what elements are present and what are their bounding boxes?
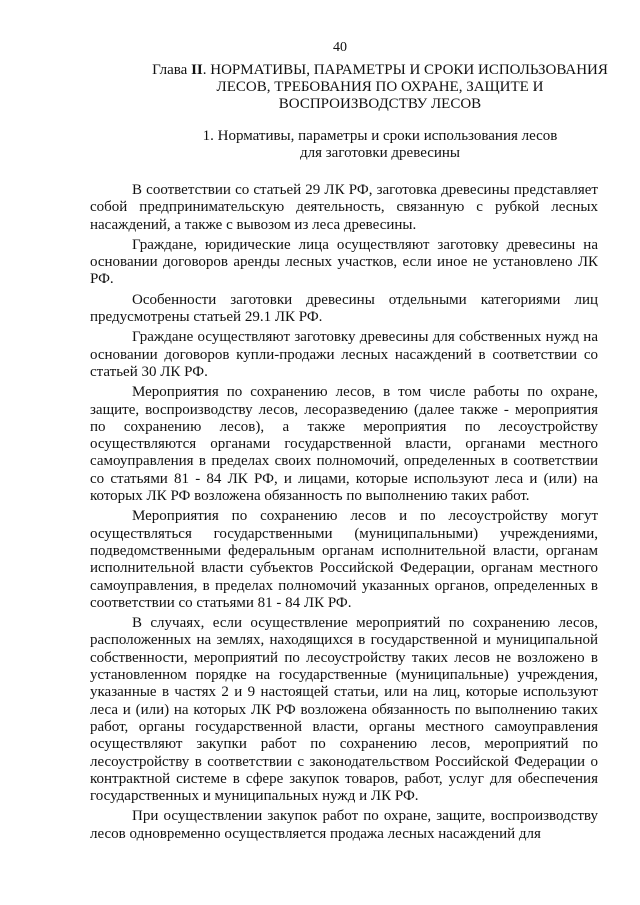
paragraph: Мероприятия по сохранению лесов и по лесоустройству могут осуществляться государственными (муниципальными) учреждениями, подведомственными федеральным органам исполнительной власти, органам исполнительной власти субъектов Российской Федерации, органам местного самоуправления, в пределах полномочий указанных органов, определенных в соответствии со статьями 81 - 84 ЛК РФ. bbox=[90, 508, 598, 611]
chapter-title-text: . НОРМАТИВЫ, ПАРАМЕТРЫ И СРОКИ ИСПОЛЬЗОВАНИЯ bbox=[202, 62, 608, 78]
section-title-line-2: для заготовки древесины bbox=[299, 145, 461, 161]
paragraph: В случаях, если осуществление мероприятий по сохранению лесов, расположенных на землях, находящихся в государственной и муниципальной собственности, мероприятий по лесоустройству таких лесов не возложено в установленном порядке на государственные (муниципальные) учреждения, указанные в частях 2 и 9 настоящей статьи, или на лиц, которые используют леса и (или) на которых ЛК РФ возложена обязанность по выполнению таких работ, органы государственной власти, органы местного самоуправления осуществляют закупки работ по сохранению лесов, мероприятий по лесоустройству в соответствии с законодательством Российской Федерации о контрактной системе в сфере закупок товаров, работ, услуг для обеспечения государственных и муниципальных нужд и ЛК РФ. bbox=[90, 615, 598, 805]
paragraph: Особенности заготовки древесины отдельными категориями лиц предусмотрены статьей 29.1 ЛК РФ. bbox=[90, 291, 598, 326]
section-heading bbox=[90, 128, 640, 162]
paragraph: При осуществлении закупок работ по охране, защите, воспроизводству лесов одновременно осуществляется продажа лесных насаждений для bbox=[90, 808, 598, 842]
chapter-title-line-2: ЛЕСОВ, ТРЕБОВАНИЯ ПО ОХРАНЕ, ЗАЩИТЕ И bbox=[216, 79, 544, 95]
paragraph: Мероприятия по сохранению лесов, в том числе работы по охране, защите, воспроизводству лесов, лесоразведению (далее также - мероприятия по сохранению лесов), а также мероприятия по лесоустройству осуществляются органами государственной власти, органами местного самоуправления в пределах своих полномочий, определенных в соответствии со статьями 81 - 84 ЛК РФ, и лицами, которые используют леса и (или) на которых ЛК РФ возложена обязанность по выполнению таких работ. bbox=[90, 384, 598, 505]
chapter-heading bbox=[90, 62, 640, 113]
paragraph: Граждане осуществляют заготовку древесины для собственных нужд на основании договоров купли-продажи лесных насаждений в соответствии со статьей 30 ЛК РФ. bbox=[90, 329, 598, 380]
chapter-prefix: Глава bbox=[152, 62, 192, 78]
paragraph: Граждане, юридические лица осуществляют заготовку древесины на основании договоров аренды лесных участков, если иное не установлено ЛК РФ. bbox=[90, 236, 598, 288]
chapter-roman-numeral: II bbox=[191, 62, 203, 78]
paragraph: В соответствии со статьей 29 ЛК РФ, заготовка древесины представляет собой предпринимательскую деятельность, связанную с рубкой лесных насаждений, а также с вывозом из леса древесины. bbox=[90, 182, 598, 233]
chapter-title-line-3: ВОСПРОИЗВОДСТВУ ЛЕСОВ bbox=[278, 96, 482, 112]
page-number: 40 bbox=[333, 40, 347, 55]
section-title-line-1: 1. Нормативы, параметры и сроки использования лесов bbox=[202, 128, 558, 144]
chapter-title-line-1 bbox=[90, 62, 640, 79]
body-text bbox=[90, 182, 598, 846]
